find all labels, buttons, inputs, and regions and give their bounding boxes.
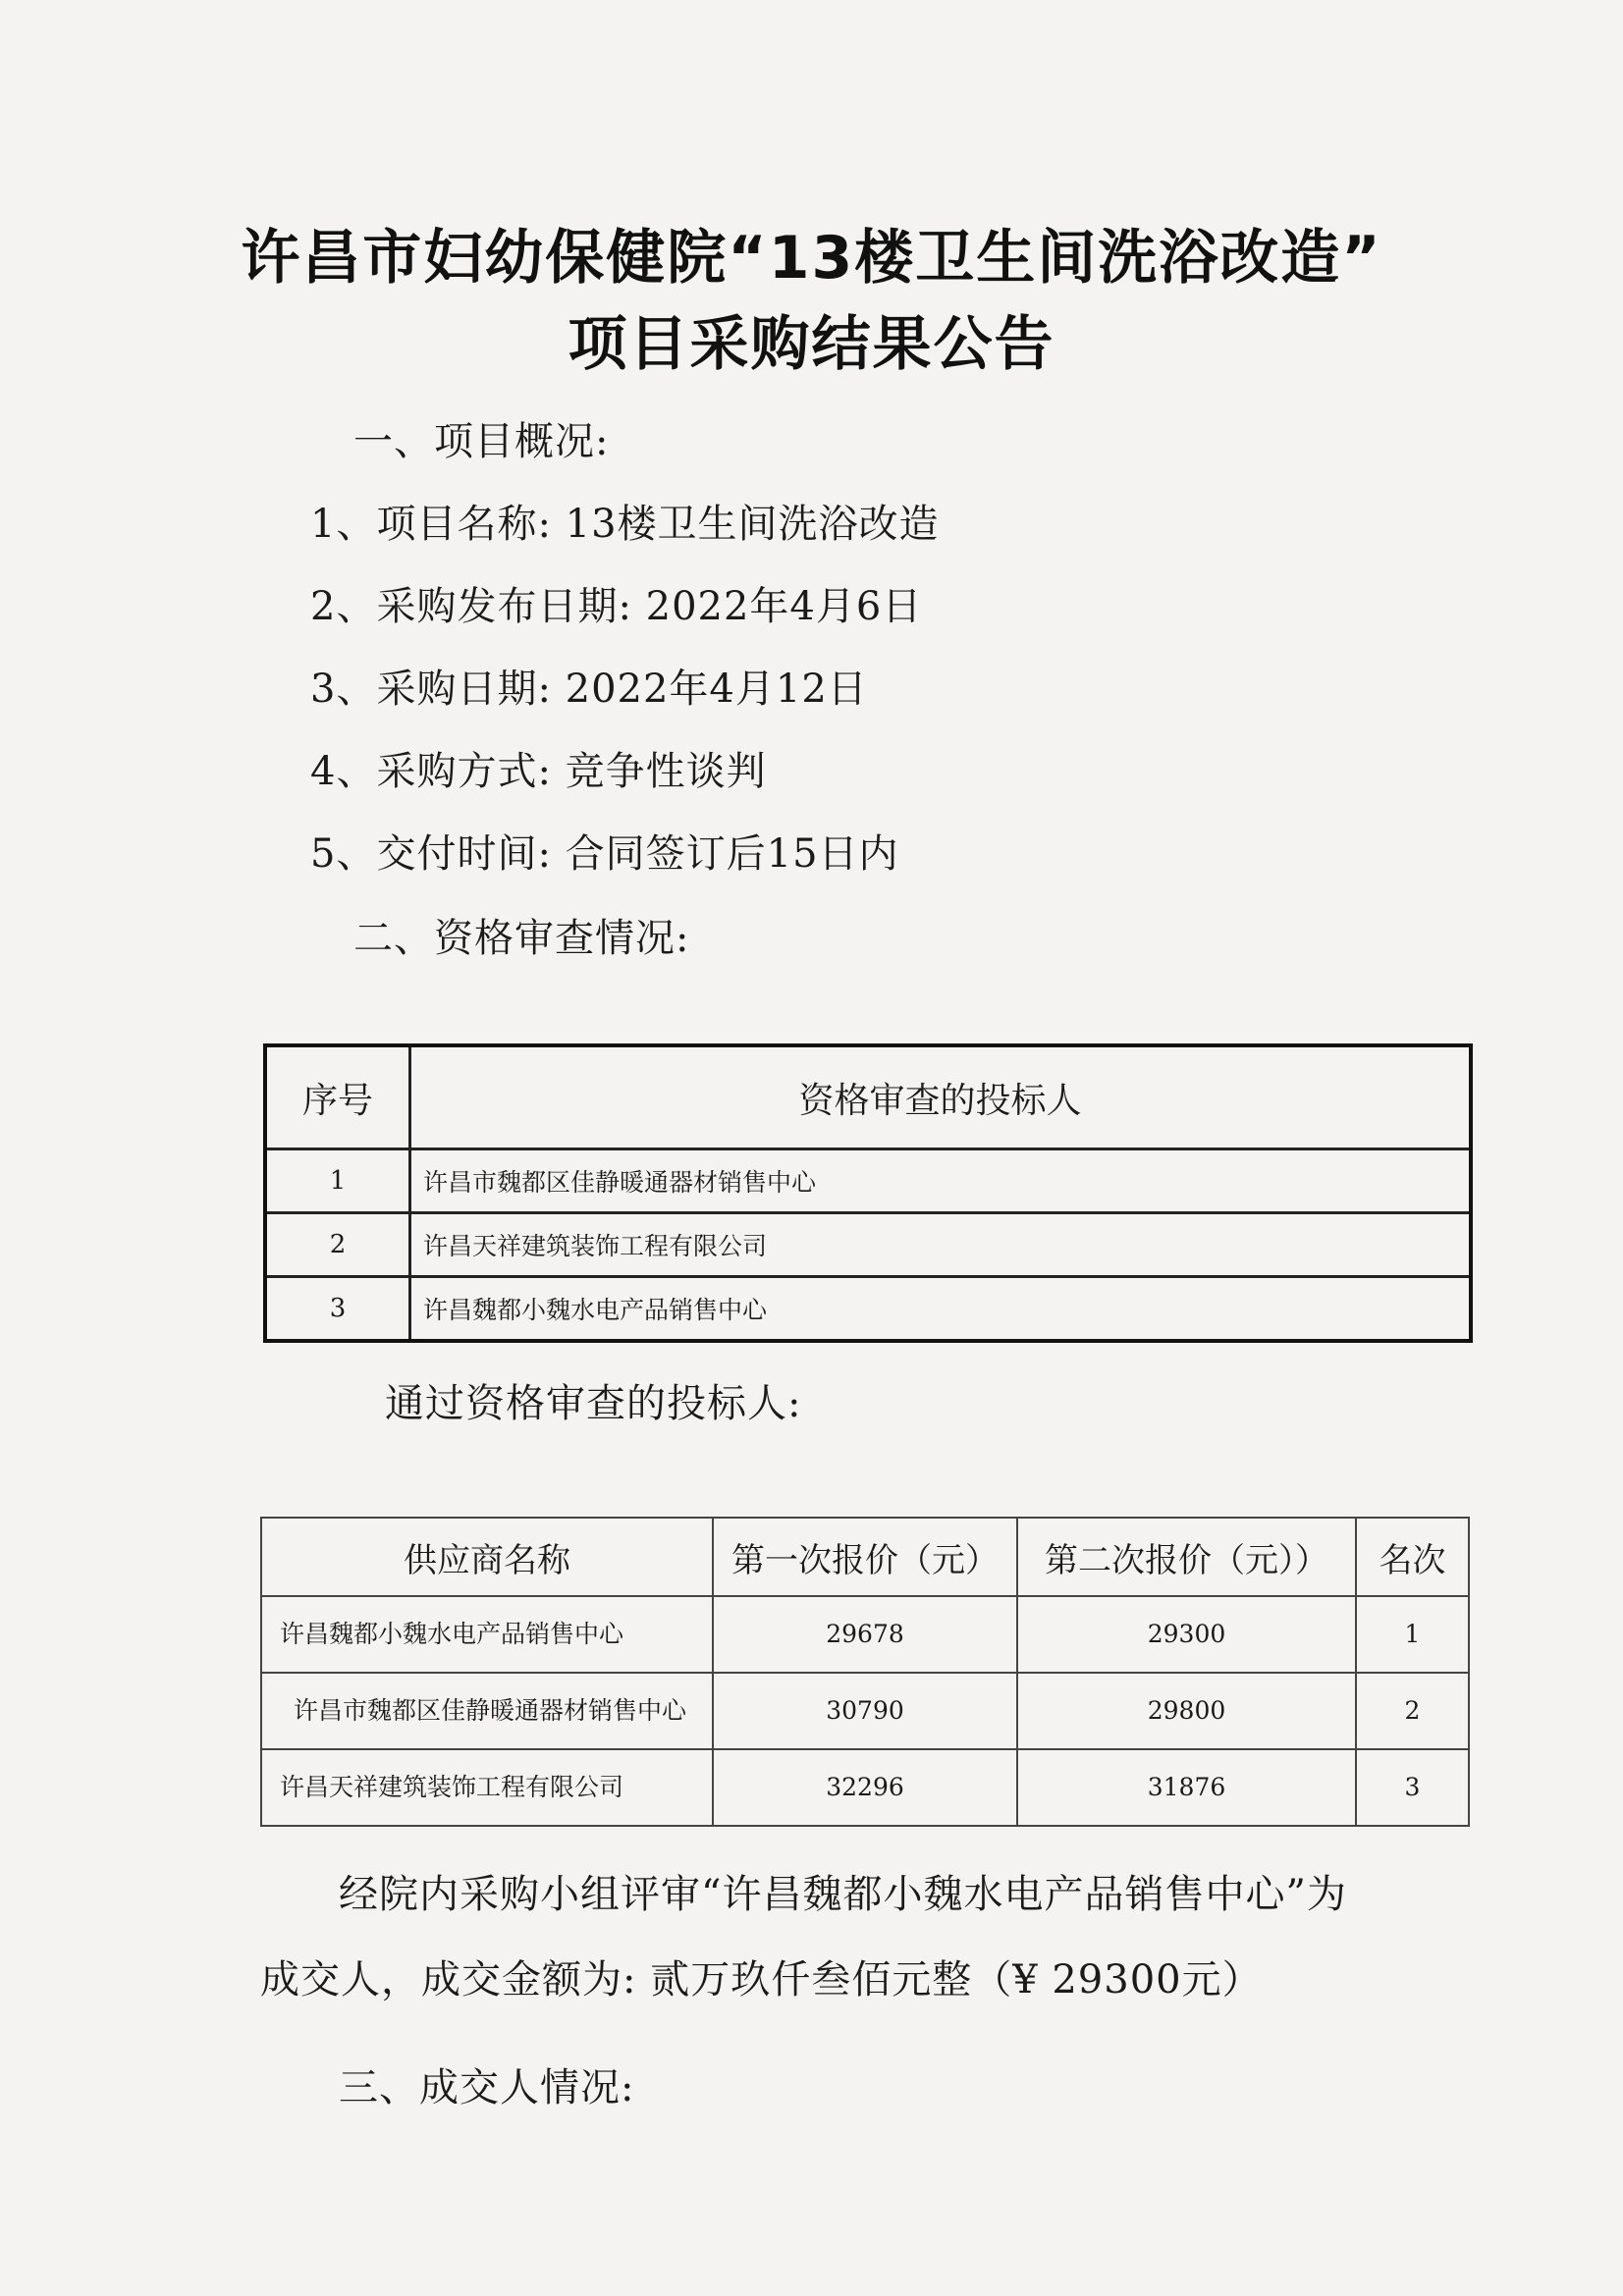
serial-number-cell: 1 xyxy=(265,1149,410,1213)
supplier-name-cell: 许昌天祥建筑装饰工程有限公司 xyxy=(261,1749,713,1826)
supplier-name-cell: 许昌市魏都区佳静暖通器材销售中心 xyxy=(261,1673,713,1749)
serial-number-cell: 2 xyxy=(265,1213,410,1277)
header-serial-number: 序号 xyxy=(265,1045,410,1149)
rank-cell: 1 xyxy=(1356,1596,1469,1673)
second-quote-cell: 31876 xyxy=(1017,1749,1356,1826)
purchase-method-item: 4、采购方式: 竞争性谈判 xyxy=(310,749,767,794)
result-statement-line2: 成交人，成交金额为: 贰万玖仟叁佰元整（¥ 29300元） xyxy=(260,1957,1263,2002)
first-quote-cell: 32296 xyxy=(713,1749,1017,1826)
supplier-name-cell: 许昌魏都小魏水电产品销售中心 xyxy=(261,1596,713,1673)
table-header-row xyxy=(261,1518,1469,1596)
project-name-item: 1、项目名称: 13楼卫生间洗浴改造 xyxy=(310,502,940,547)
section2-heading: 二、资格审查情况: xyxy=(353,916,690,961)
qualification-table xyxy=(263,1043,1473,1343)
quotation-table xyxy=(260,1517,1470,1827)
table-header-row xyxy=(265,1045,1471,1149)
header-second-quote: 第二次报价（元）） xyxy=(1017,1518,1356,1596)
document-title-line1: 许昌市妇幼保健院“13楼卫生间洗浴改造” xyxy=(241,224,1382,293)
table-row xyxy=(265,1213,1471,1277)
table-row xyxy=(265,1277,1471,1342)
passed-bidders-heading: 通过资格审查的投标人: xyxy=(385,1381,802,1426)
section3-heading: 三、成交人情况: xyxy=(339,2065,635,2110)
delivery-time-item: 5、交付时间: 合同签订后15日内 xyxy=(310,831,899,877)
section1-heading: 一、项目概况: xyxy=(353,419,610,464)
bidder-name-cell: 许昌魏都小魏水电产品销售中心 xyxy=(410,1277,1472,1342)
first-quote-cell: 30790 xyxy=(713,1673,1017,1749)
header-supplier-name: 供应商名称 xyxy=(261,1518,713,1596)
result-statement-line1: 经院内采购小组评审“许昌魏都小魏水电产品销售中心”为 xyxy=(339,1872,1347,1917)
header-first-quote: 第一次报价（元） xyxy=(713,1518,1017,1596)
rank-cell: 2 xyxy=(1356,1673,1469,1749)
second-quote-cell: 29800 xyxy=(1017,1673,1356,1749)
bidder-name-cell: 许昌市魏都区佳静暖通器材销售中心 xyxy=(410,1149,1472,1213)
publish-date-item: 2、采购发布日期: 2022年4月6日 xyxy=(310,584,923,629)
serial-number-cell: 3 xyxy=(265,1277,410,1342)
header-rank: 名次 xyxy=(1356,1518,1469,1596)
document-title-line2: 项目采购结果公告 xyxy=(568,310,1055,379)
rank-cell: 3 xyxy=(1356,1749,1469,1826)
table-row xyxy=(261,1673,1469,1749)
bidder-name-cell: 许昌天祥建筑装饰工程有限公司 xyxy=(410,1213,1472,1277)
table-row xyxy=(261,1749,1469,1826)
first-quote-cell: 29678 xyxy=(713,1596,1017,1673)
second-quote-cell: 29300 xyxy=(1017,1596,1356,1673)
table-row xyxy=(265,1149,1471,1213)
table-row xyxy=(261,1596,1469,1673)
purchase-date-item: 3、采购日期: 2022年4月12日 xyxy=(310,667,868,712)
header-bidder: 资格审查的投标人 xyxy=(410,1045,1472,1149)
